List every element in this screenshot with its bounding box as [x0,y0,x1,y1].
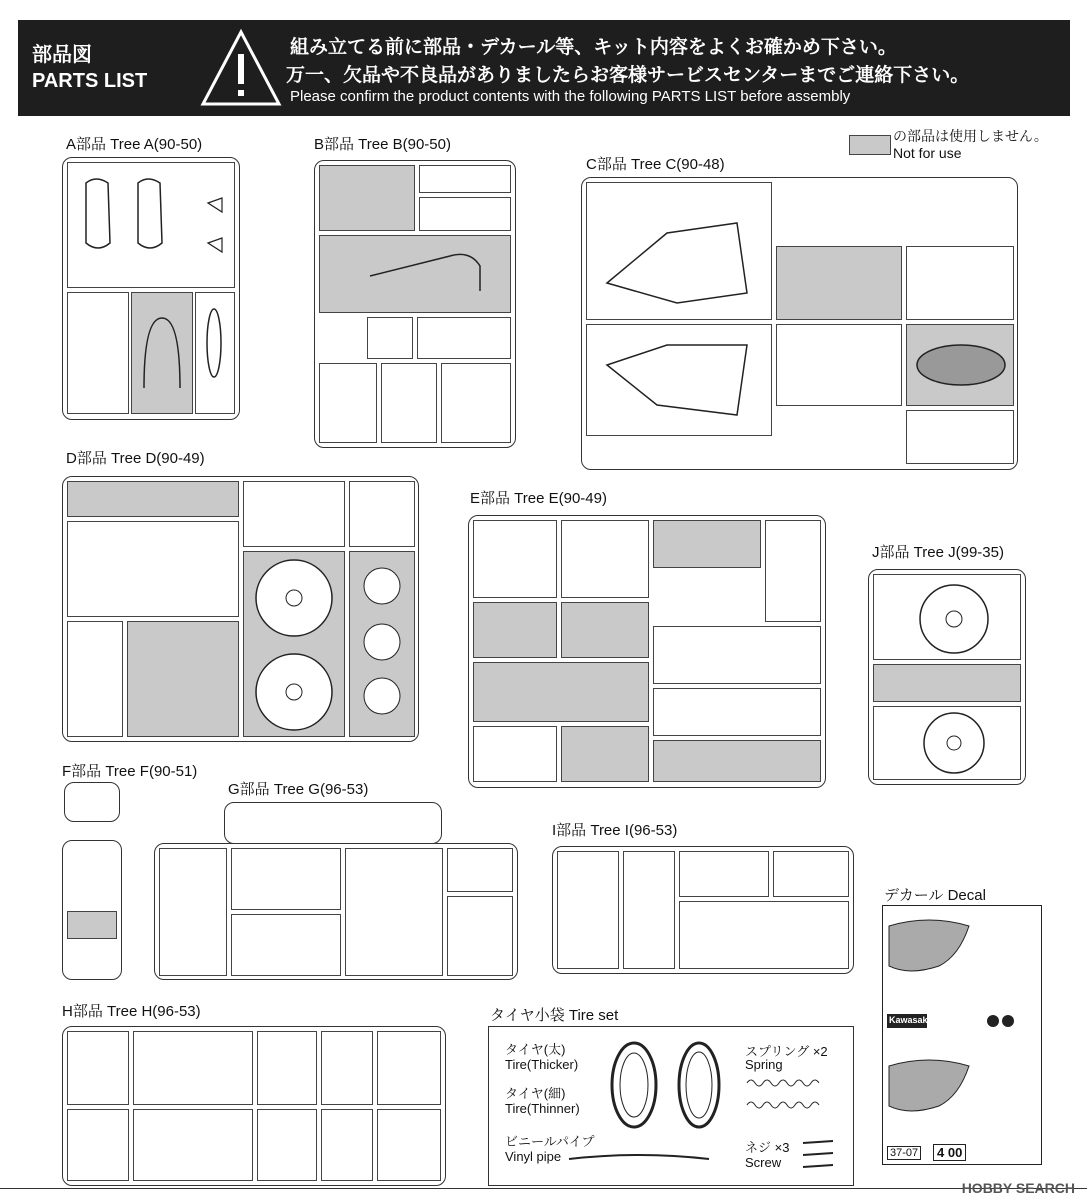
tree-j-cell-2 [873,706,1021,780]
tree-e-cell-13-16 [653,688,821,736]
warning-text-jp-2: 万一、欠品や不良品がありましたらお客様サービスセンターまでご連絡下さい。 [286,65,970,86]
legend-text-en: Not for use [893,145,962,161]
tree-d-cell-20 [349,481,415,547]
tree-d-cell-6-7 [127,621,239,737]
page-title-en: PARTS LIST [32,70,148,92]
tree-h-cell-21 [133,1031,253,1105]
tree-i-label: I部品 Tree I(96-53) [552,822,678,839]
tree-b-cell-8 [319,363,377,443]
tree-j-cell-1 [873,574,1021,660]
screw-icon [801,1137,841,1177]
vinyl-pipe-icon [569,1149,719,1169]
page-title [32,42,147,94]
screw-en: Screw [745,1155,782,1170]
tree-e-cell-22-25 [653,520,761,568]
tree-b-cell-1 [319,165,415,231]
tree-a-frame [62,157,240,420]
tree-i-frame [552,846,854,974]
tail-cowl-part-icon [132,293,192,413]
fender-part-icon [68,163,228,283]
tree-e-cell-1 [473,726,557,782]
tree-e-cell-17-19 [653,626,821,684]
tree-c-cell-17 [906,324,1014,406]
tree-c-cell-5 [586,182,772,320]
tree-d-cell-17-19 [349,551,415,737]
tree-c-cell-10 [776,324,902,406]
tire-thin-jp: タイヤ(細) [505,1086,566,1101]
spring-icon [745,1075,835,1115]
tree-h-cell-22 [257,1109,317,1181]
decal-brand: Kawasaki [889,1015,931,1025]
warning-text-en: Please confirm the product contents with the following PARTS LIST before assembly [290,88,851,105]
tree-d-label: D部品 Tree D(90-49) [66,450,205,467]
tree-h-cell-18 [67,1109,129,1181]
bottom-divider [0,1188,1087,1189]
tree-h-cell-26-29 [377,1109,441,1181]
tree-e-cell-7 [473,520,557,598]
tree-a-label: A部品 Tree A(90-50) [66,136,203,153]
tree-g-label: G部品 Tree G(96-53) [228,781,369,798]
tree-a-cell-5-6 [67,292,129,414]
tree-g-cell-4 [231,848,341,910]
tire-icon [599,1035,759,1135]
tree-i-cell-35 [773,851,849,897]
wheel-part-icon [874,575,1020,659]
spring-en: Spring [745,1057,783,1072]
tree-e-cell-9-12 [653,740,821,782]
tire-thick-jp: タイヤ(太) [505,1042,566,1057]
tree-b-cell-2 [419,165,511,193]
tree-i-cell-36 [679,901,849,969]
tree-d-cell-16 [243,481,345,547]
frame-part-icon [587,325,771,435]
tree-g-frame-top [224,802,442,844]
warning-text-jp-1: 組み立てる前に部品・デカール等、キット内容をよくお確かめ下さい。 [290,37,897,58]
vinyl-pipe-jp: ビニールパイプ [505,1134,595,1149]
tree-h-label: H部品 Tree H(96-53) [62,1003,201,1020]
tree-g-cell-3 [231,914,341,976]
vinyl-pipe-en: Vinyl pipe [505,1149,562,1164]
tree-b-cell-3 [419,197,511,231]
tire-set-box [488,1026,854,1186]
tree-a-cell-8 [195,292,235,414]
decal-label: デカール Decal [884,887,986,904]
tree-i-cell-31 [557,851,619,969]
tire-part-icon [196,293,236,413]
watermark: HOBBY SEARCH [961,1180,1075,1196]
tree-f-label: F部品 Tree F(90-51) [62,763,198,780]
tree-g-cell-9-10 [345,848,443,976]
tree-h-cell-24 [321,1109,373,1181]
tree-e-label: E部品 Tree E(90-49) [470,490,607,507]
tree-b-cell-10 [441,363,511,443]
seat-part-icon [907,325,1013,405]
frame-part-icon [587,183,771,319]
tree-i-cell-32 [623,851,675,969]
tire-thin-en: Tire(Thinner) [505,1101,580,1116]
tree-c-label: C部品 Tree C(90-48) [586,156,725,173]
legend-text-jp: の部品は使用しません。 [893,128,1048,144]
tree-j-frame [868,569,1026,785]
tree-c-cell-4 [586,324,772,436]
tire-set-label: タイヤ小袋 Tire set [490,1007,619,1024]
tree-h-cell-19 [67,1031,129,1105]
header-bar [18,20,1070,116]
tree-f-frame [62,840,122,980]
tree-h-frame [62,1026,446,1186]
tree-e-frame [468,515,826,788]
tree-b-frame [314,160,516,448]
tree-c-cell-15-16 [906,410,1014,464]
tree-g-frame [154,843,518,980]
tree-g-cell-1-2 [159,848,227,976]
tree-e-cell-3 [561,726,649,782]
tree-a-cell-7 [131,292,193,414]
tree-d-cell-1-4 [67,621,123,737]
tree-b-cell-9 [381,363,437,443]
decal-code: 37-07 [887,1146,921,1160]
tree-c-cell-18-19 [906,246,1014,320]
tree-g-cell-17 [447,848,513,892]
wheel-part-icon [244,552,344,736]
tree-d-frame [62,476,419,742]
tree-h-cell-30 [377,1031,441,1105]
tree-d-cell-8-9 [67,521,239,617]
spring-jp: スプリング ×2 [745,1044,828,1059]
page-title-jp: 部品図 [32,44,92,66]
tree-h-cell-25 [321,1031,373,1105]
warning-icon [201,28,281,108]
tree-h-cell-23 [257,1031,317,1105]
tree-f-frame-top [64,782,120,822]
wheel-part-icon [874,707,1020,779]
tree-f-cell-2 [67,911,117,939]
legend-swatch [849,135,891,155]
tree-e-cell-2-4 [473,662,649,722]
decal-graphics-icon [883,906,1039,1162]
tree-c-frame [581,177,1018,470]
decal-sheet [882,905,1042,1165]
tree-e-cell-5 [473,602,557,658]
tree-j-label: J部品 Tree J(99-35) [872,544,1004,561]
decal-price: 4 00 [933,1144,966,1161]
tree-b-label: B部品 Tree B(90-50) [314,136,451,153]
tree-i-cell-33-34 [679,851,769,897]
tree-b-cell-5 [367,317,413,359]
exhaust-part-icon [320,236,510,312]
tree-b-cell-4 [319,235,511,313]
tree-c-cell-11-12 [776,246,902,320]
screw-jp: ネジ ×3 [745,1140,790,1155]
brake-disc-part-icon [350,552,414,736]
tree-b-cell-6-7 [417,317,511,359]
tree-h-cell-20 [133,1109,253,1181]
tree-e-cell-8 [561,520,649,598]
tree-j-cell-3-4 [873,664,1021,702]
tree-d-cell-10-13 [67,481,239,517]
tree-d-cell-wheels [243,551,345,737]
tree-g-cell-15-16 [447,896,513,976]
tree-a-cell-fenders [67,162,235,288]
tree-e-cell-6 [561,602,649,658]
tire-thick-en: Tire(Thicker) [505,1057,579,1072]
tree-e-cell-26 [765,520,821,622]
